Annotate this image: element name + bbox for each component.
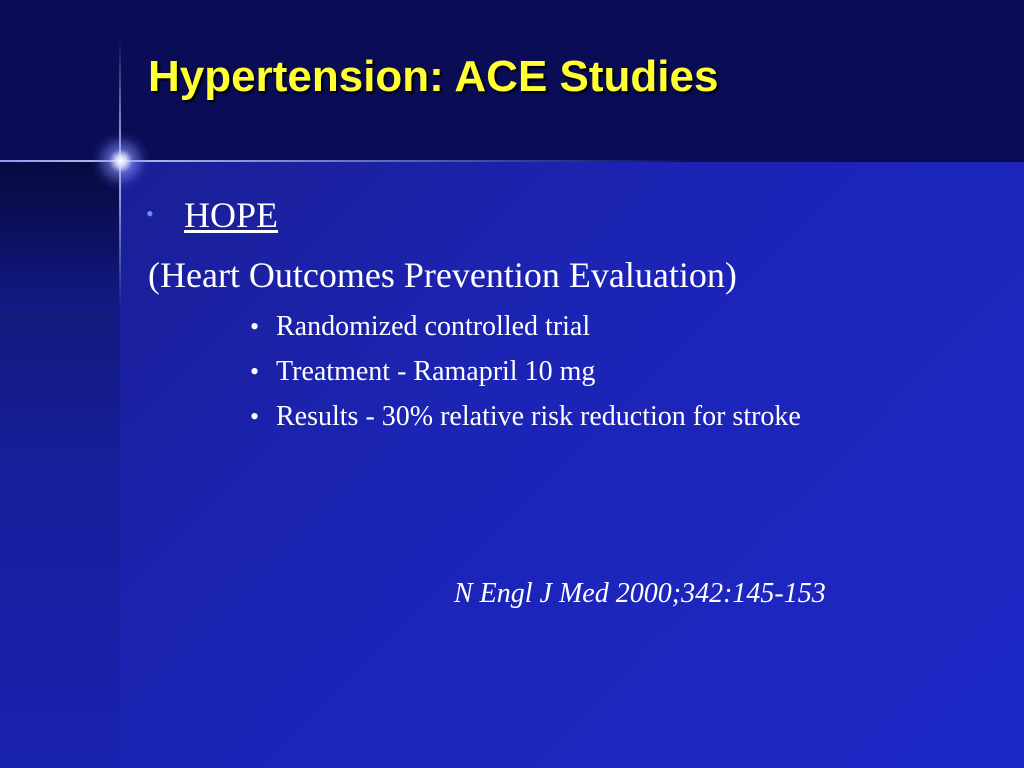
sub-bullet-text: Treatment - Ramapril 10 mg bbox=[276, 356, 596, 387]
bullet-hope bbox=[146, 194, 278, 236]
sub-bullet-text: Randomized controlled trial bbox=[276, 311, 591, 342]
citation: N Engl J Med 2000;342:145-153 bbox=[454, 578, 826, 609]
star-glow-icon bbox=[91, 131, 151, 191]
study-full-name: (Heart Outcomes Prevention Evaluation) bbox=[148, 255, 737, 295]
bullet-marker: • bbox=[146, 201, 154, 226]
content-panel bbox=[120, 162, 1024, 768]
sub-bullet-item bbox=[250, 398, 801, 443]
slide-title: Hypertension: ACE Studies bbox=[148, 52, 719, 101]
hope-link[interactable]: HOPE bbox=[184, 195, 279, 235]
sub-bullet-marker: • bbox=[250, 402, 260, 431]
sub-bullet-marker: • bbox=[250, 357, 260, 386]
sub-bullet-marker: • bbox=[250, 312, 260, 341]
sub-bullet-item bbox=[250, 353, 801, 398]
sub-bullet-item bbox=[250, 308, 801, 353]
sub-bullet-list bbox=[250, 308, 801, 443]
sub-bullet-text: Results - 30% relative risk reduction for stroke bbox=[276, 401, 801, 432]
